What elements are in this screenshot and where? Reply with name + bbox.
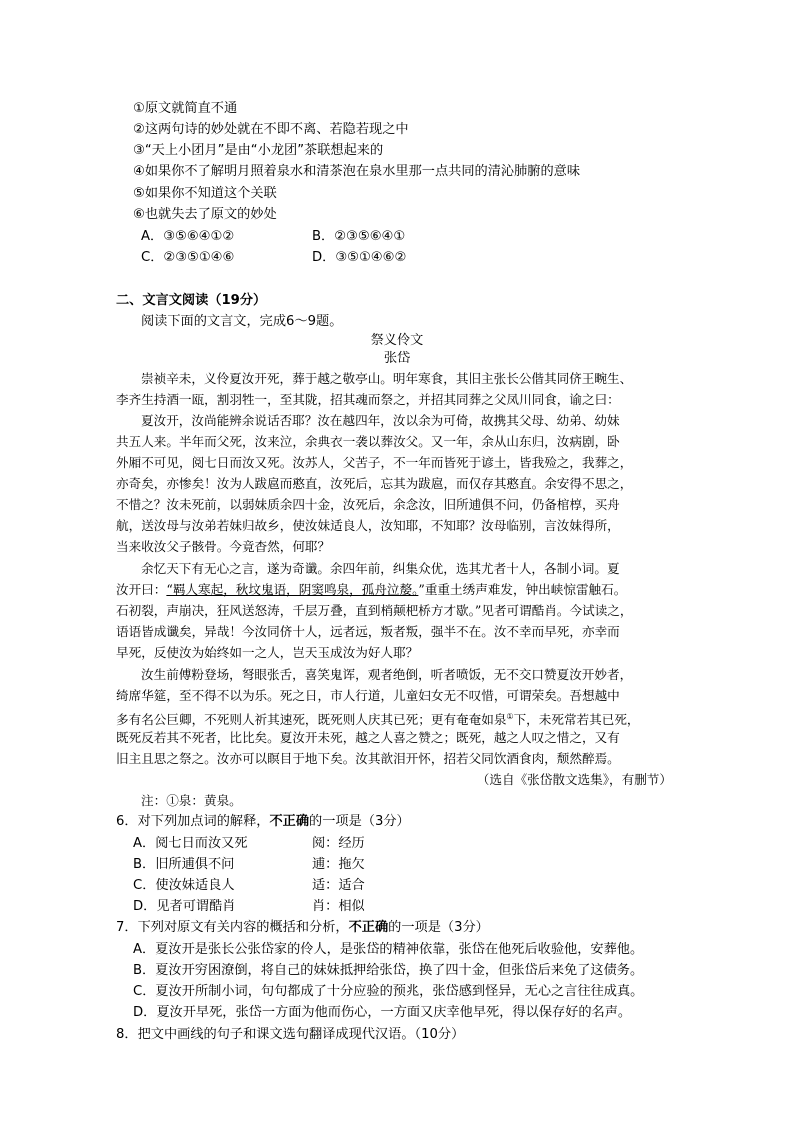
passage-line: 共五人来。半年而父死，汝来泣，余典衣一袭以葬汝父。又一年，余从山东归，汝病剧，卧 — [116, 434, 620, 449]
passage-line: 汝生前傅粉登场，弩眼张舌，喜笑鬼诨，观者绝倒，听者喷饭，无不交口赞夏汝开妙者， — [141, 667, 633, 682]
question-6-gloss-d: 肖：相似 — [312, 899, 365, 914]
passage-line: 亦奇矣，亦惨矣！汝为人跋扈而憨直，汝死后，忘其为跋扈，而仅存其憨直。余安得不思之， — [116, 476, 633, 491]
passage-line: 余忆天下有无心之言，遂为奇谶。余四年前，纠集众优，选其尤者十人，各制小词。夏 — [141, 561, 620, 576]
passage-line: 崇祯辛未，义伶夏汝开死，葬于越之敬亭山。明年寒食，其旧主张长公偕其同侪王畹生、 — [141, 371, 633, 386]
question-6-option-a: A．阅七日而汝又死 — [133, 836, 248, 851]
question-6-option-c: C．使汝妹适良人 — [133, 878, 235, 893]
passage-line: 旧主且思之祭之。汝亦可以瞑目于地下矣。汝其歆泪开怀，招若父同饮酒食肉，颓然醉焉。 — [116, 751, 620, 766]
passage-line: 绮席华筵，至不得不以为乐。死之日，市人行道，儿童妇女无不叹惜，可谓荣矣。吾想越中 — [116, 688, 620, 703]
footnote-marker: ① — [506, 712, 514, 721]
question-7-option-a: A．夏汝开是张长公张岱家的伶人，是张岱的精神依靠，张岱在他死后收验他，安葬他。 — [133, 942, 644, 957]
question-6-gloss-c: 适：适合 — [312, 878, 365, 893]
ordering-item-3: ③“天上小团月”是由“小龙团”茶联想起来的 — [133, 143, 384, 158]
ordering-option-a: A．③⑤⑥④①② — [141, 229, 235, 244]
ordering-item-1: ①原文就简直不通 — [133, 101, 238, 116]
section-heading: 二、文言文阅读（19分） — [116, 293, 267, 308]
passage-text: 多有名公巨卿，不死则人祈其速死，既死则人庆其已死；更有奄奄如泉 — [116, 712, 507, 728]
passage-line: 当来收汝父子骸骨。今竟杳然，何耶？ — [116, 539, 331, 554]
question-6-option-b: B．旧所逋俱不问 — [133, 857, 235, 872]
passage-title: 祭义伶文 — [370, 333, 424, 348]
section-intro: 阅读下面的文言文，完成6～9题。 — [141, 314, 343, 329]
question-6-stem — [116, 812, 410, 832]
passage-line: 既死反若其不死者，比比矣。夏汝开未死，越之人喜之赞之；既死，越之人叹之惜之，又有 — [116, 730, 620, 745]
question-6-post: 的一项是（3分） — [309, 814, 410, 829]
question-7-pre: 7．下列对原文有关内容的概括和分析， — [116, 920, 349, 935]
question-6-gloss-a: 阅：经历 — [312, 836, 365, 851]
question-7-option-c: C．夏汝开所制小词，句句都成了十分应验的预兆，张岱感到怪异，无心之言往往成真。 — [133, 984, 644, 999]
passage-text: 下，未死常若其已死， — [513, 712, 640, 728]
question-6-emphasis: 不正确 — [269, 814, 310, 829]
ordering-item-6: ⑥也就失去了原文的妙处 — [133, 207, 277, 222]
question-7-option-d: D．夏汝开早死，张岱一方面为他而伤心，一方面又庆幸他早死，得以保存好的名声。 — [133, 1005, 632, 1020]
ordering-item-5: ⑤如果你不知道这个关联 — [133, 186, 277, 201]
underlined-sentence: “羁人寒起，秋坟鬼语，阴窦鸣泉，孤舟泣嫠。 — [166, 582, 419, 597]
passage-source: （选自《张岱散文选集》，有删节） — [476, 772, 672, 787]
ordering-option-c: C．②③⑤①④⑥ — [141, 250, 235, 265]
passage-line: 石初裂，声崩决，狂风送怒涛，千层万叠，直到梢颠杷桥方才歇。”见者可谓酷肖。今试读之， — [116, 603, 633, 618]
question-6-gloss-b: 逋：拖欠 — [312, 857, 365, 872]
question-7-emphasis: 不正确 — [348, 920, 389, 935]
ordering-option-d: D．③⑤①④⑥② — [312, 250, 407, 265]
passage-line: 外厢不可见，阅七日而汝又死。汝苏人，父苦子，不一年而皆死于谚土，皆我殓之，我葬之， — [116, 455, 633, 470]
passage-line: 早死，反使汝为始终如一之人，岂天玉成汝为好人耶？ — [116, 645, 419, 660]
question-7-option-b: B．夏汝开穷困潦倒，将自己的妹妹抵押给张岱，换了四十金，但张岱后来免了这债务。 — [133, 963, 644, 978]
passage-line: 语语皆成谶矣，异哉！今汝同侪十人，远者远，叛者叛，强半不在。汝不幸而早死，亦幸而 — [116, 624, 620, 639]
passage-line — [116, 580, 626, 600]
ordering-item-4: ④如果你不了解明月照着泉水和清茶泡在泉水里那一点共同的清沁肺腑的意味 — [133, 164, 581, 179]
passage-footnote: 注：①泉：黄泉。 — [141, 793, 242, 808]
ordering-option-b: B．②③⑤⑥④① — [312, 229, 406, 244]
passage-author: 张岱 — [383, 351, 411, 366]
passage-line — [116, 707, 640, 730]
ordering-item-2: ②这两句诗的妙处就在不即不离、若隐若现之中 — [133, 122, 409, 137]
passage-line: 夏汝开，汝尚能辨余说话否耶？汝在越四年，汝以余为可倚，故携其父母、幼弟、幼妹 — [141, 413, 620, 428]
question-7-post: 的一项是（3分） — [388, 920, 489, 935]
passage-text: 汝开曰： — [116, 582, 167, 597]
question-7-stem — [116, 918, 489, 938]
passage-line: 李齐生持酒一瓯，割羽牲一，至其陇，招其魂而祭之，并招其同葬之父凤川同食，谕之曰： — [116, 392, 620, 407]
question-8-stem: 8．把文中画线的句子和课文选句翻译成现代汉语。（10分） — [116, 1027, 465, 1042]
passage-text: ”重重土绣声难发，钟出峡惊雷触石。 — [418, 582, 627, 597]
passage-line: 航，送汝母与汝弟若妹归故乡，使汝妹适良人，汝知耶，不知耶？汝母临别，言汝妹得所， — [116, 518, 620, 533]
question-6-pre: 6．对下列加点词的解释， — [116, 814, 270, 829]
passage-line: 不惜之？汝未死前，以弱妹质余四十金，汝死后，余念汝，旧所逋俱不问，仍备棺椁，买舟 — [116, 497, 620, 512]
question-6-option-d: D．见者可谓酷肖 — [133, 899, 236, 914]
